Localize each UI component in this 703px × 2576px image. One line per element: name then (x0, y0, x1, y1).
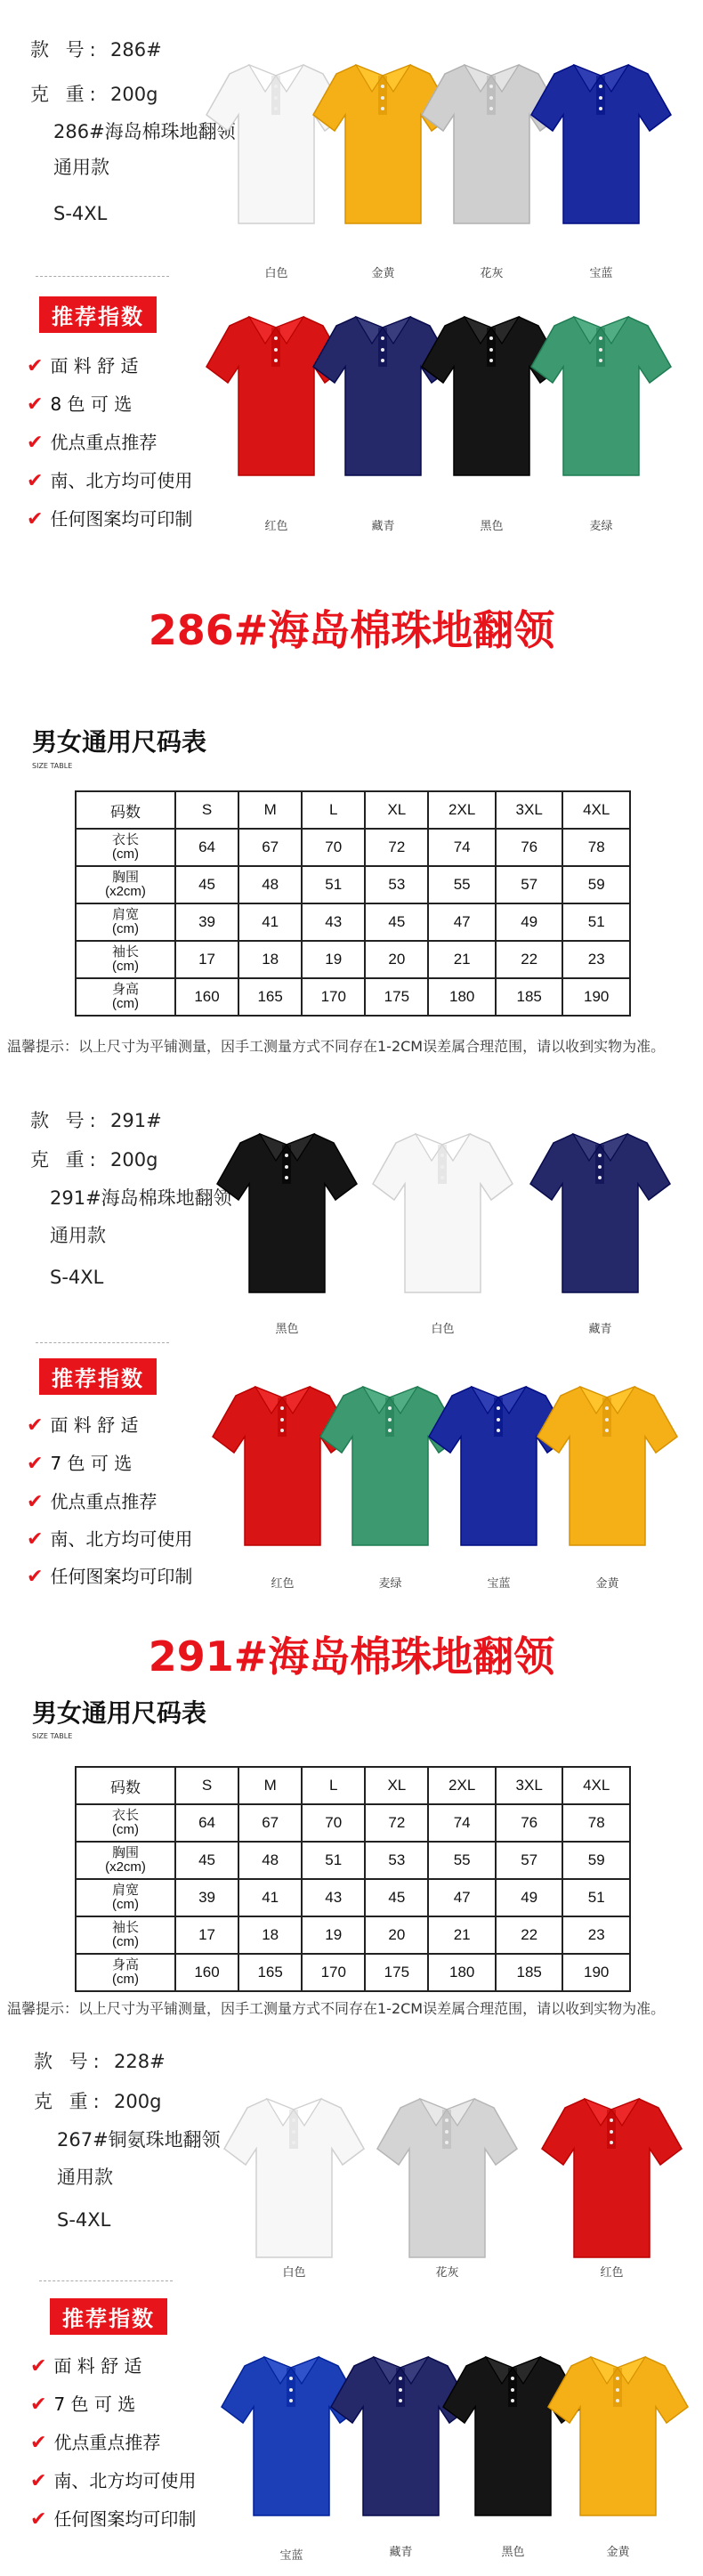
product-sizes: S-4XL (57, 2209, 111, 2231)
table-cell: 175 (365, 978, 428, 1016)
table-cell: 51 (562, 903, 630, 941)
table-cell: 64 (175, 829, 238, 866)
polo-shirt-icon (534, 1371, 681, 1549)
table-cell: 72 (365, 829, 428, 866)
polo-shirt-icon (527, 1118, 674, 1296)
shirt-green[interactable] (528, 301, 675, 492)
table-cell: 48 (238, 866, 302, 903)
check-icon: ✔ (30, 2432, 47, 2454)
table-cell: 160 (175, 1954, 238, 1991)
fabric-weight: 克 重: 200g (34, 2091, 162, 2112)
table-cell: 19 (302, 941, 365, 978)
table-row (76, 1954, 630, 1991)
table-cell: 45 (365, 1879, 428, 1916)
feature-item: ✔ 优点重点推荐 (30, 2432, 161, 2454)
table-cell: 185 (496, 978, 563, 1016)
table-cell: 47 (428, 1879, 496, 1916)
table-cell: 45 (175, 866, 238, 903)
fabric-weight: 克 重: 200g (30, 84, 158, 105)
divider (39, 2280, 173, 2281)
check-icon: ✔ (27, 1453, 44, 1475)
color-label: 白色 (282, 2266, 306, 2280)
table-cell: 39 (175, 1879, 238, 1916)
table-cell: 74 (428, 1804, 496, 1842)
table-cell: 48 (238, 1842, 302, 1879)
table-cell: 22 (496, 941, 563, 978)
table-cell: 57 (496, 1842, 563, 1879)
table-cell: 78 (562, 829, 630, 866)
table-row (76, 829, 630, 866)
table-cell: 41 (238, 903, 302, 941)
color-label: 金黄 (595, 1577, 619, 1591)
row-header: 胸围 (x2cm) (76, 1842, 175, 1879)
table-cell: 18 (238, 941, 302, 978)
color-label: 黑色 (275, 1323, 299, 1336)
recommend-badge: 推荐指数 (39, 1358, 157, 1395)
size-table (75, 1766, 631, 1992)
table-cell: 190 (562, 978, 630, 1016)
shirt-red[interactable] (538, 2083, 685, 2274)
shirt-gold[interactable] (534, 1371, 681, 1562)
table-row (76, 1879, 630, 1916)
table-cell: 76 (496, 1804, 563, 1842)
product-name: 291#海岛棉珠地翻领 (50, 1187, 232, 1209)
shirt-navy[interactable] (527, 1118, 674, 1309)
table-row (76, 978, 630, 1016)
recommend-badge: 推荐指数 (39, 296, 157, 333)
table-cell: 190 (562, 1954, 630, 1991)
table-cell: 21 (428, 941, 496, 978)
color-label: 白色 (431, 1323, 455, 1336)
table-cell: 23 (562, 941, 630, 978)
check-icon: ✔ (27, 1491, 44, 1513)
table-cell: 185 (496, 1954, 563, 1991)
color-label: 花灰 (480, 267, 504, 280)
check-icon: ✔ (27, 1528, 44, 1551)
measurement-tip: 温馨提示：以上尺寸为平铺测量，因手工测量方式不同存在1-2CM误差属合理范围，请以收到实物为准。 (7, 2000, 666, 2017)
table-cell: 55 (428, 866, 496, 903)
table-cell: 45 (175, 1842, 238, 1879)
row-header: 袖长 (cm) (76, 941, 175, 978)
size-table (75, 790, 631, 1017)
size-table-subtitle: SIZE TABLE (32, 1732, 73, 1740)
divider (36, 1342, 169, 1343)
section-title: 291#海岛棉珠地翻领 (148, 1632, 555, 1681)
table-cell: 20 (365, 941, 428, 978)
product-section-2 (0, 1086, 703, 2029)
table-cell: 51 (302, 866, 365, 903)
check-icon: ✔ (27, 470, 44, 492)
feature-item: ✔ 任何图案均可印制 (27, 508, 193, 531)
polo-shirt-icon (214, 1118, 360, 1296)
check-icon: ✔ (27, 432, 44, 454)
style-number: 款 号: 286# (30, 39, 162, 61)
row-header: 袖长 (cm) (76, 1916, 175, 1954)
color-label: 花灰 (435, 2266, 459, 2280)
row-header: 肩宽 (cm) (76, 903, 175, 941)
table-cell: 59 (562, 1842, 630, 1879)
color-label: 红色 (600, 2266, 624, 2280)
color-label: 藏青 (371, 520, 395, 533)
table-cell: 21 (428, 1916, 496, 1954)
table-cell: 53 (365, 1842, 428, 1879)
product-fit: 通用款 (53, 157, 109, 178)
polo-shirt-icon (528, 49, 675, 227)
table-cell: 175 (365, 1954, 428, 1991)
table-cell: 53 (365, 866, 428, 903)
color-label: 藏青 (389, 2546, 413, 2559)
table-cell: 70 (302, 1804, 365, 1842)
color-label: 金黄 (371, 267, 395, 280)
check-icon: ✔ (27, 355, 44, 377)
table-cell: 67 (238, 1804, 302, 1842)
check-icon: ✔ (27, 1566, 44, 1588)
row-header: 胸围 (x2cm) (76, 866, 175, 903)
table-cell: 165 (238, 978, 302, 1016)
table-cell: 170 (302, 1954, 365, 1991)
table-row (76, 866, 630, 903)
table-row (76, 941, 630, 978)
table-cell: 17 (175, 1916, 238, 1954)
row-header: 身高 (cm) (76, 978, 175, 1016)
check-icon: ✔ (30, 2394, 47, 2416)
table-cell: 76 (496, 829, 563, 866)
polo-shirt-icon (545, 2341, 691, 2519)
table-row (76, 903, 630, 941)
check-icon: ✔ (27, 393, 44, 416)
fabric-weight: 克 重: 200g (30, 1149, 158, 1171)
product-name: 267#铜氨珠地翻领 (57, 2129, 221, 2151)
color-label: 金黄 (606, 2546, 630, 2559)
feature-item: ✔ 8 色 可 选 (27, 393, 133, 416)
polo-shirt-icon (374, 2083, 521, 2261)
check-icon: ✔ (27, 1414, 44, 1437)
table-cell: 20 (365, 1916, 428, 1954)
size-table-subtitle: SIZE TABLE (32, 762, 73, 770)
table-cell: 180 (428, 1954, 496, 1991)
row-header: 衣长 (cm) (76, 829, 175, 866)
style-number: 款 号: 291# (30, 1110, 162, 1131)
check-icon: ✔ (30, 2470, 47, 2492)
feature-item: ✔ 面 料 舒 适 (27, 355, 139, 377)
table-cell: 49 (496, 903, 563, 941)
table-cell: 78 (562, 1804, 630, 1842)
table-cell: 72 (365, 1804, 428, 1842)
row-header: 身高 (cm) (76, 1954, 175, 1991)
table-body (76, 1804, 630, 1991)
size-table-title: 男女通用尺码表 (32, 1698, 207, 1728)
table-row (76, 1804, 630, 1842)
color-label: 黑色 (480, 520, 504, 533)
table-cell: 64 (175, 1804, 238, 1842)
color-label: 白色 (264, 267, 288, 280)
color-label: 黑色 (501, 2546, 525, 2559)
table-cell: 170 (302, 978, 365, 1016)
shirt-royal-blue[interactable] (528, 49, 675, 240)
product-sizes: S-4XL (53, 203, 108, 224)
shirt-white[interactable] (221, 2083, 368, 2274)
table-cell: 45 (365, 903, 428, 941)
row-header: 肩宽 (cm) (76, 1879, 175, 1916)
check-icon: ✔ (27, 508, 44, 531)
table-cell: 22 (496, 1916, 563, 1954)
table-cell: 74 (428, 829, 496, 866)
shirt-black[interactable] (214, 1118, 360, 1309)
feature-item: ✔ 7 色 可 选 (30, 2394, 136, 2416)
polo-shirt-icon (369, 1118, 516, 1296)
polo-shirt-icon (221, 2083, 368, 2261)
color-label: 红色 (264, 520, 288, 533)
product-section-1 (0, 0, 703, 1095)
color-label: 红色 (271, 1577, 295, 1591)
color-label: 麦绿 (589, 520, 613, 533)
table-cell: 55 (428, 1842, 496, 1879)
table-row (76, 1916, 630, 1954)
table-cell: 180 (428, 978, 496, 1016)
table-cell: 49 (496, 1879, 563, 1916)
feature-item: ✔ 面 料 舒 适 (30, 2355, 142, 2378)
table-cell: 160 (175, 978, 238, 1016)
color-label: 宝蓝 (279, 2549, 303, 2563)
table-row (76, 1842, 630, 1879)
shirt-white[interactable] (369, 1118, 516, 1309)
size-table-title: 男女通用尺码表 (32, 727, 207, 757)
feature-item: ✔ 南、北方均可使用 (27, 470, 193, 492)
table-cell: 43 (302, 1879, 365, 1916)
feature-item: ✔ 优点重点推荐 (27, 432, 158, 454)
table-cell: 18 (238, 1916, 302, 1954)
shirt-gold[interactable] (545, 2341, 691, 2532)
feature-item: ✔ 优点重点推荐 (27, 1491, 158, 1513)
polo-shirt-icon (528, 301, 675, 479)
check-icon: ✔ (30, 2355, 47, 2378)
table-cell: 23 (562, 1916, 630, 1954)
table-cell: 41 (238, 1879, 302, 1916)
style-number: 款 号: 228# (34, 2051, 166, 2072)
table-body (76, 829, 630, 1016)
feature-item: ✔ 南、北方均可使用 (27, 1528, 193, 1551)
product-sizes: S-4XL (50, 1267, 104, 1288)
feature-item: ✔ 任何图案均可印制 (30, 2508, 197, 2531)
color-label: 宝蓝 (487, 1577, 511, 1591)
section-title: 286#海岛棉珠地翻领 (148, 606, 555, 654)
color-label: 藏青 (588, 1323, 612, 1336)
feature-item: ✔ 任何图案均可印制 (27, 1566, 193, 1588)
divider (36, 276, 169, 277)
product-name: 286#海岛棉珠地翻领 (53, 121, 236, 142)
measurement-tip: 温馨提示：以上尺寸为平铺测量，因手工测量方式不同存在1-2CM误差属合理范围，请以收到实物为准。 (7, 1038, 666, 1055)
shirt-grey[interactable] (374, 2083, 521, 2274)
table-cell: 59 (562, 866, 630, 903)
table-cell: 165 (238, 1954, 302, 1991)
product-fit: 通用款 (57, 2167, 113, 2188)
table-cell: 43 (302, 903, 365, 941)
product-section-3 (0, 2047, 703, 2576)
check-icon: ✔ (30, 2508, 47, 2531)
feature-item: ✔ 7 色 可 选 (27, 1453, 133, 1475)
color-label: 宝蓝 (589, 267, 613, 280)
product-fit: 通用款 (50, 1225, 106, 1246)
recommend-badge: 推荐指数 (50, 2298, 167, 2335)
table-cell: 51 (302, 1842, 365, 1879)
feature-item: ✔ 面 料 舒 适 (27, 1414, 139, 1437)
table-header-row: 码数 S M L XL 2XL 3XL 4XL (76, 791, 630, 829)
table-cell: 57 (496, 866, 563, 903)
table-cell: 47 (428, 903, 496, 941)
table-cell: 67 (238, 829, 302, 866)
feature-item: ✔ 南、北方均可使用 (30, 2470, 197, 2492)
table-cell: 51 (562, 1879, 630, 1916)
table-header-row: 码数 S M L XL 2XL 3XL 4XL (76, 1767, 630, 1804)
row-header: 衣长 (cm) (76, 1804, 175, 1842)
table-cell: 19 (302, 1916, 365, 1954)
table-cell: 39 (175, 903, 238, 941)
table-cell: 70 (302, 829, 365, 866)
polo-shirt-icon (538, 2083, 685, 2261)
color-label: 麦绿 (378, 1577, 402, 1591)
table-cell: 17 (175, 941, 238, 978)
